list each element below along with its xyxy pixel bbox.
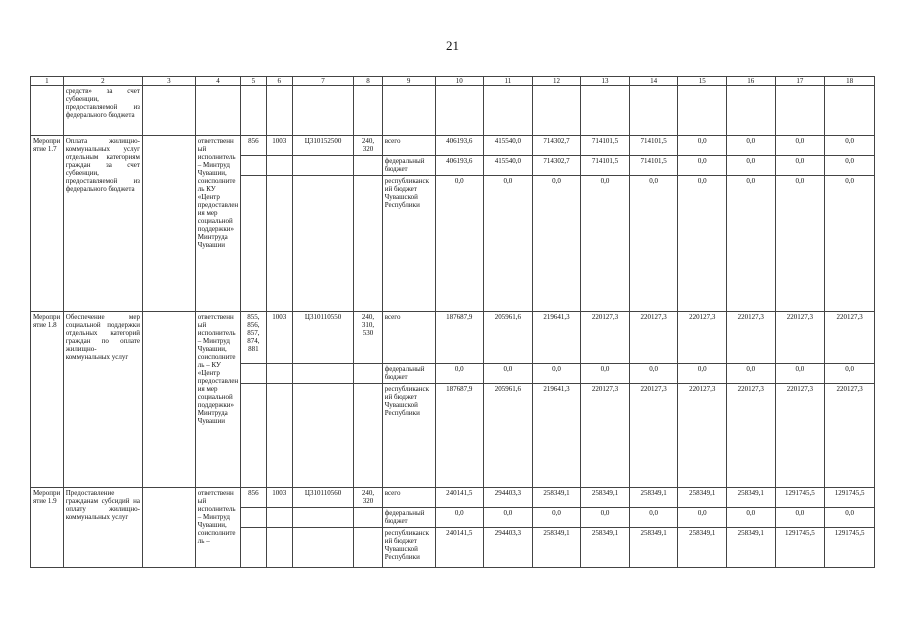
code-expense-type: 240, 320 [354, 488, 383, 508]
page-number: 21 [446, 38, 459, 53]
continuation-row [31, 86, 875, 136]
amount-cell: 1291745,5 [825, 528, 875, 568]
amount-cell: 0,0 [825, 364, 875, 384]
empty-cell [292, 508, 353, 528]
funding-source: федеральный бюджет [382, 156, 435, 176]
amount-cell: 0,0 [825, 508, 875, 528]
column-number-cell: 1 [31, 77, 64, 86]
code-grbs: 856 [241, 136, 266, 156]
empty-cell [241, 364, 266, 384]
amount-cell: 0,0 [629, 364, 678, 384]
empty-cell [241, 528, 266, 568]
amount-cell: 0,0 [825, 176, 875, 312]
funding-source: республиканский бюджет Чувашской Республики [382, 176, 435, 312]
amount-cell: 220127,3 [726, 384, 775, 488]
responsible-executor: ответственный исполнитель – Минтруд Чувашии, соисполнитель – [195, 488, 240, 568]
empty-cell [354, 176, 383, 312]
amount-cell: 0,0 [484, 176, 533, 312]
responsible-executor: ответственный исполнитель – Минтруд Чувашии, соисполнитель КУ «Центр предоставления мер социальной поддержки» Минтруда Чувашии [195, 136, 240, 312]
column-number-cell: 11 [484, 77, 533, 86]
empty-cell [266, 528, 292, 568]
amount-cell: 714302,7 [532, 156, 581, 176]
empty-cell [241, 156, 266, 176]
amount-cell: 220127,3 [629, 312, 678, 364]
amount-cell: 220127,3 [726, 312, 775, 364]
amount-cell: 0,0 [775, 156, 825, 176]
continuation-text: средств» за счет субвенции, предоставляемой из федерального бюджета [63, 86, 142, 136]
column-number-cell: 4 [195, 77, 240, 86]
amount-cell: 219641,3 [532, 312, 581, 364]
column-number-cell: 18 [825, 77, 875, 86]
amount-cell: 0,0 [678, 508, 727, 528]
amount-cell: 1291745,5 [775, 528, 825, 568]
amount-cell: 0,0 [532, 364, 581, 384]
amount-cell: 258349,1 [678, 528, 727, 568]
amount-cell: 0,0 [678, 364, 727, 384]
funding-source: федеральный бюджет [382, 364, 435, 384]
amount-cell: 0,0 [581, 364, 630, 384]
amount-cell: 0,0 [678, 136, 727, 156]
code-section: 1003 [266, 488, 292, 508]
amount-cell: 714302,7 [532, 136, 581, 156]
table-row [31, 488, 875, 508]
amount-cell: 220127,3 [678, 312, 727, 364]
amount-cell: 258349,1 [629, 528, 678, 568]
amount-cell: 1291745,5 [775, 488, 825, 508]
amount-cell: 220127,3 [581, 384, 630, 488]
code-target-article: Ц310152500 [292, 136, 353, 156]
empty-cell [292, 528, 353, 568]
empty-cell [142, 136, 195, 312]
amount-cell: 415540,0 [484, 156, 533, 176]
measure-name: Оплата жилищно-коммунальных услуг отдельным категориям граждан за счет субвенции, предоставляемой из федерального бюджета [63, 136, 142, 312]
amount-cell: 0,0 [435, 176, 484, 312]
amount-cell: 415540,0 [484, 136, 533, 156]
column-number-cell: 6 [266, 77, 292, 86]
amount-cell: 406193,6 [435, 136, 484, 156]
funding-source: всего [382, 312, 435, 364]
amount-cell: 0,0 [726, 156, 775, 176]
column-number-cell: 2 [63, 77, 142, 86]
empty-cell [241, 508, 266, 528]
funding-source: республиканский бюджет Чувашской Республики [382, 384, 435, 488]
column-number-cell: 3 [142, 77, 195, 86]
amount-cell: 258349,1 [532, 528, 581, 568]
amount-cell: 0,0 [435, 364, 484, 384]
empty-cell [241, 384, 266, 488]
amount-cell: 0,0 [726, 136, 775, 156]
code-section: 1003 [266, 136, 292, 156]
empty-cell [266, 156, 292, 176]
funding-source: республиканский бюджет Чувашской Республики [382, 528, 435, 568]
measure-number: Мероприятие 1.8 [31, 312, 64, 488]
amount-cell: 258349,1 [678, 488, 727, 508]
amount-cell: 220127,3 [825, 384, 875, 488]
empty-cell [142, 312, 195, 488]
measure-name: Обеспечение мер социальной поддержки отдельных категорий граждан по оплате жилищно-коммунальных услуг [63, 312, 142, 488]
amount-cell: 258349,1 [581, 488, 630, 508]
code-target-article: Ц310110550 [292, 312, 353, 364]
empty-cell [292, 176, 353, 312]
amount-cell: 205961,6 [484, 312, 533, 364]
amount-cell: 258349,1 [726, 528, 775, 568]
amount-cell: 0,0 [484, 364, 533, 384]
amount-cell: 258349,1 [726, 488, 775, 508]
empty-cell [266, 384, 292, 488]
funding-source: всего [382, 136, 435, 156]
funding-source: федеральный бюджет [382, 508, 435, 528]
amount-cell: 0,0 [726, 508, 775, 528]
column-number-cell: 13 [581, 77, 630, 86]
amount-cell: 0,0 [775, 364, 825, 384]
column-number-cell: 15 [678, 77, 727, 86]
amount-cell: 0,0 [726, 176, 775, 312]
amount-cell: 0,0 [775, 176, 825, 312]
amount-cell: 220127,3 [678, 384, 727, 488]
amount-cell: 220127,3 [825, 312, 875, 364]
empty-cell [354, 528, 383, 568]
amount-cell: 220127,3 [629, 384, 678, 488]
column-number-cell: 8 [354, 77, 383, 86]
amount-cell: 0,0 [532, 176, 581, 312]
column-number-cell: 16 [726, 77, 775, 86]
budget-table [30, 76, 875, 568]
column-number-cell: 14 [629, 77, 678, 86]
amount-cell: 0,0 [678, 156, 727, 176]
amount-cell: 714101,5 [581, 156, 630, 176]
amount-cell: 0,0 [775, 508, 825, 528]
code-expense-type: 240, 310, 530 [354, 312, 383, 364]
code-grbs: 856 [241, 488, 266, 508]
empty-cell [292, 364, 353, 384]
code-grbs: 855, 856, 857, 874, 881 [241, 312, 266, 364]
column-number-row [31, 77, 875, 86]
amount-cell: 205961,6 [484, 384, 533, 488]
amount-cell: 240141,5 [435, 528, 484, 568]
amount-cell: 406193,6 [435, 156, 484, 176]
funding-source: всего [382, 488, 435, 508]
amount-cell: 714101,5 [629, 156, 678, 176]
empty-cell [266, 176, 292, 312]
amount-cell: 0,0 [484, 508, 533, 528]
amount-cell: 714101,5 [581, 136, 630, 156]
empty-cell [266, 364, 292, 384]
empty-cell [266, 508, 292, 528]
empty-cell [354, 156, 383, 176]
column-number-cell: 5 [241, 77, 266, 86]
measure-number: Мероприятие 1.7 [31, 136, 64, 312]
measure-name: Предоставление гражданам субсидий на оплату жилищно-коммунальных услуг [63, 488, 142, 568]
amount-cell: 294403,3 [484, 528, 533, 568]
amount-cell: 258349,1 [532, 488, 581, 508]
amount-cell: 0,0 [629, 508, 678, 528]
measure-number: Мероприятие 1.9 [31, 488, 64, 568]
amount-cell: 1291745,5 [825, 488, 875, 508]
column-number-cell: 9 [382, 77, 435, 86]
table-row [31, 136, 875, 156]
amount-cell: 187687,9 [435, 312, 484, 364]
amount-cell: 220127,3 [775, 312, 825, 364]
amount-cell: 258349,1 [629, 488, 678, 508]
amount-cell: 219641,3 [532, 384, 581, 488]
empty-cell [241, 176, 266, 312]
amount-cell: 220127,3 [581, 312, 630, 364]
column-number-cell: 12 [532, 77, 581, 86]
amount-cell: 0,0 [726, 364, 775, 384]
responsible-executor: ответственный исполнитель – Минтруд Чувашии, соисполнитель – КУ «Центр предоставления мер социальной поддержки» Минтруда Чувашии [195, 312, 240, 488]
amount-cell: 0,0 [435, 508, 484, 528]
empty-cell [292, 384, 353, 488]
column-number-cell: 7 [292, 77, 353, 86]
column-number-cell: 10 [435, 77, 484, 86]
amount-cell: 294403,3 [484, 488, 533, 508]
amount-cell: 0,0 [825, 136, 875, 156]
amount-cell: 0,0 [825, 156, 875, 176]
amount-cell: 0,0 [581, 508, 630, 528]
code-target-article: Ц310110560 [292, 488, 353, 508]
amount-cell: 714101,5 [629, 136, 678, 156]
amount-cell: 0,0 [532, 508, 581, 528]
amount-cell: 0,0 [581, 176, 630, 312]
code-section: 1003 [266, 312, 292, 364]
empty-cell [354, 364, 383, 384]
empty-cell [354, 384, 383, 488]
amount-cell: 187687,9 [435, 384, 484, 488]
amount-cell: 258349,1 [581, 528, 630, 568]
amount-cell: 0,0 [629, 176, 678, 312]
amount-cell: 240141,5 [435, 488, 484, 508]
empty-cell [142, 488, 195, 568]
empty-cell [292, 156, 353, 176]
table-row [31, 312, 875, 364]
code-expense-type: 240, 320 [354, 136, 383, 156]
column-number-cell: 17 [775, 77, 825, 86]
amount-cell: 0,0 [678, 176, 727, 312]
amount-cell: 220127,3 [775, 384, 825, 488]
amount-cell: 0,0 [775, 136, 825, 156]
empty-cell [354, 508, 383, 528]
